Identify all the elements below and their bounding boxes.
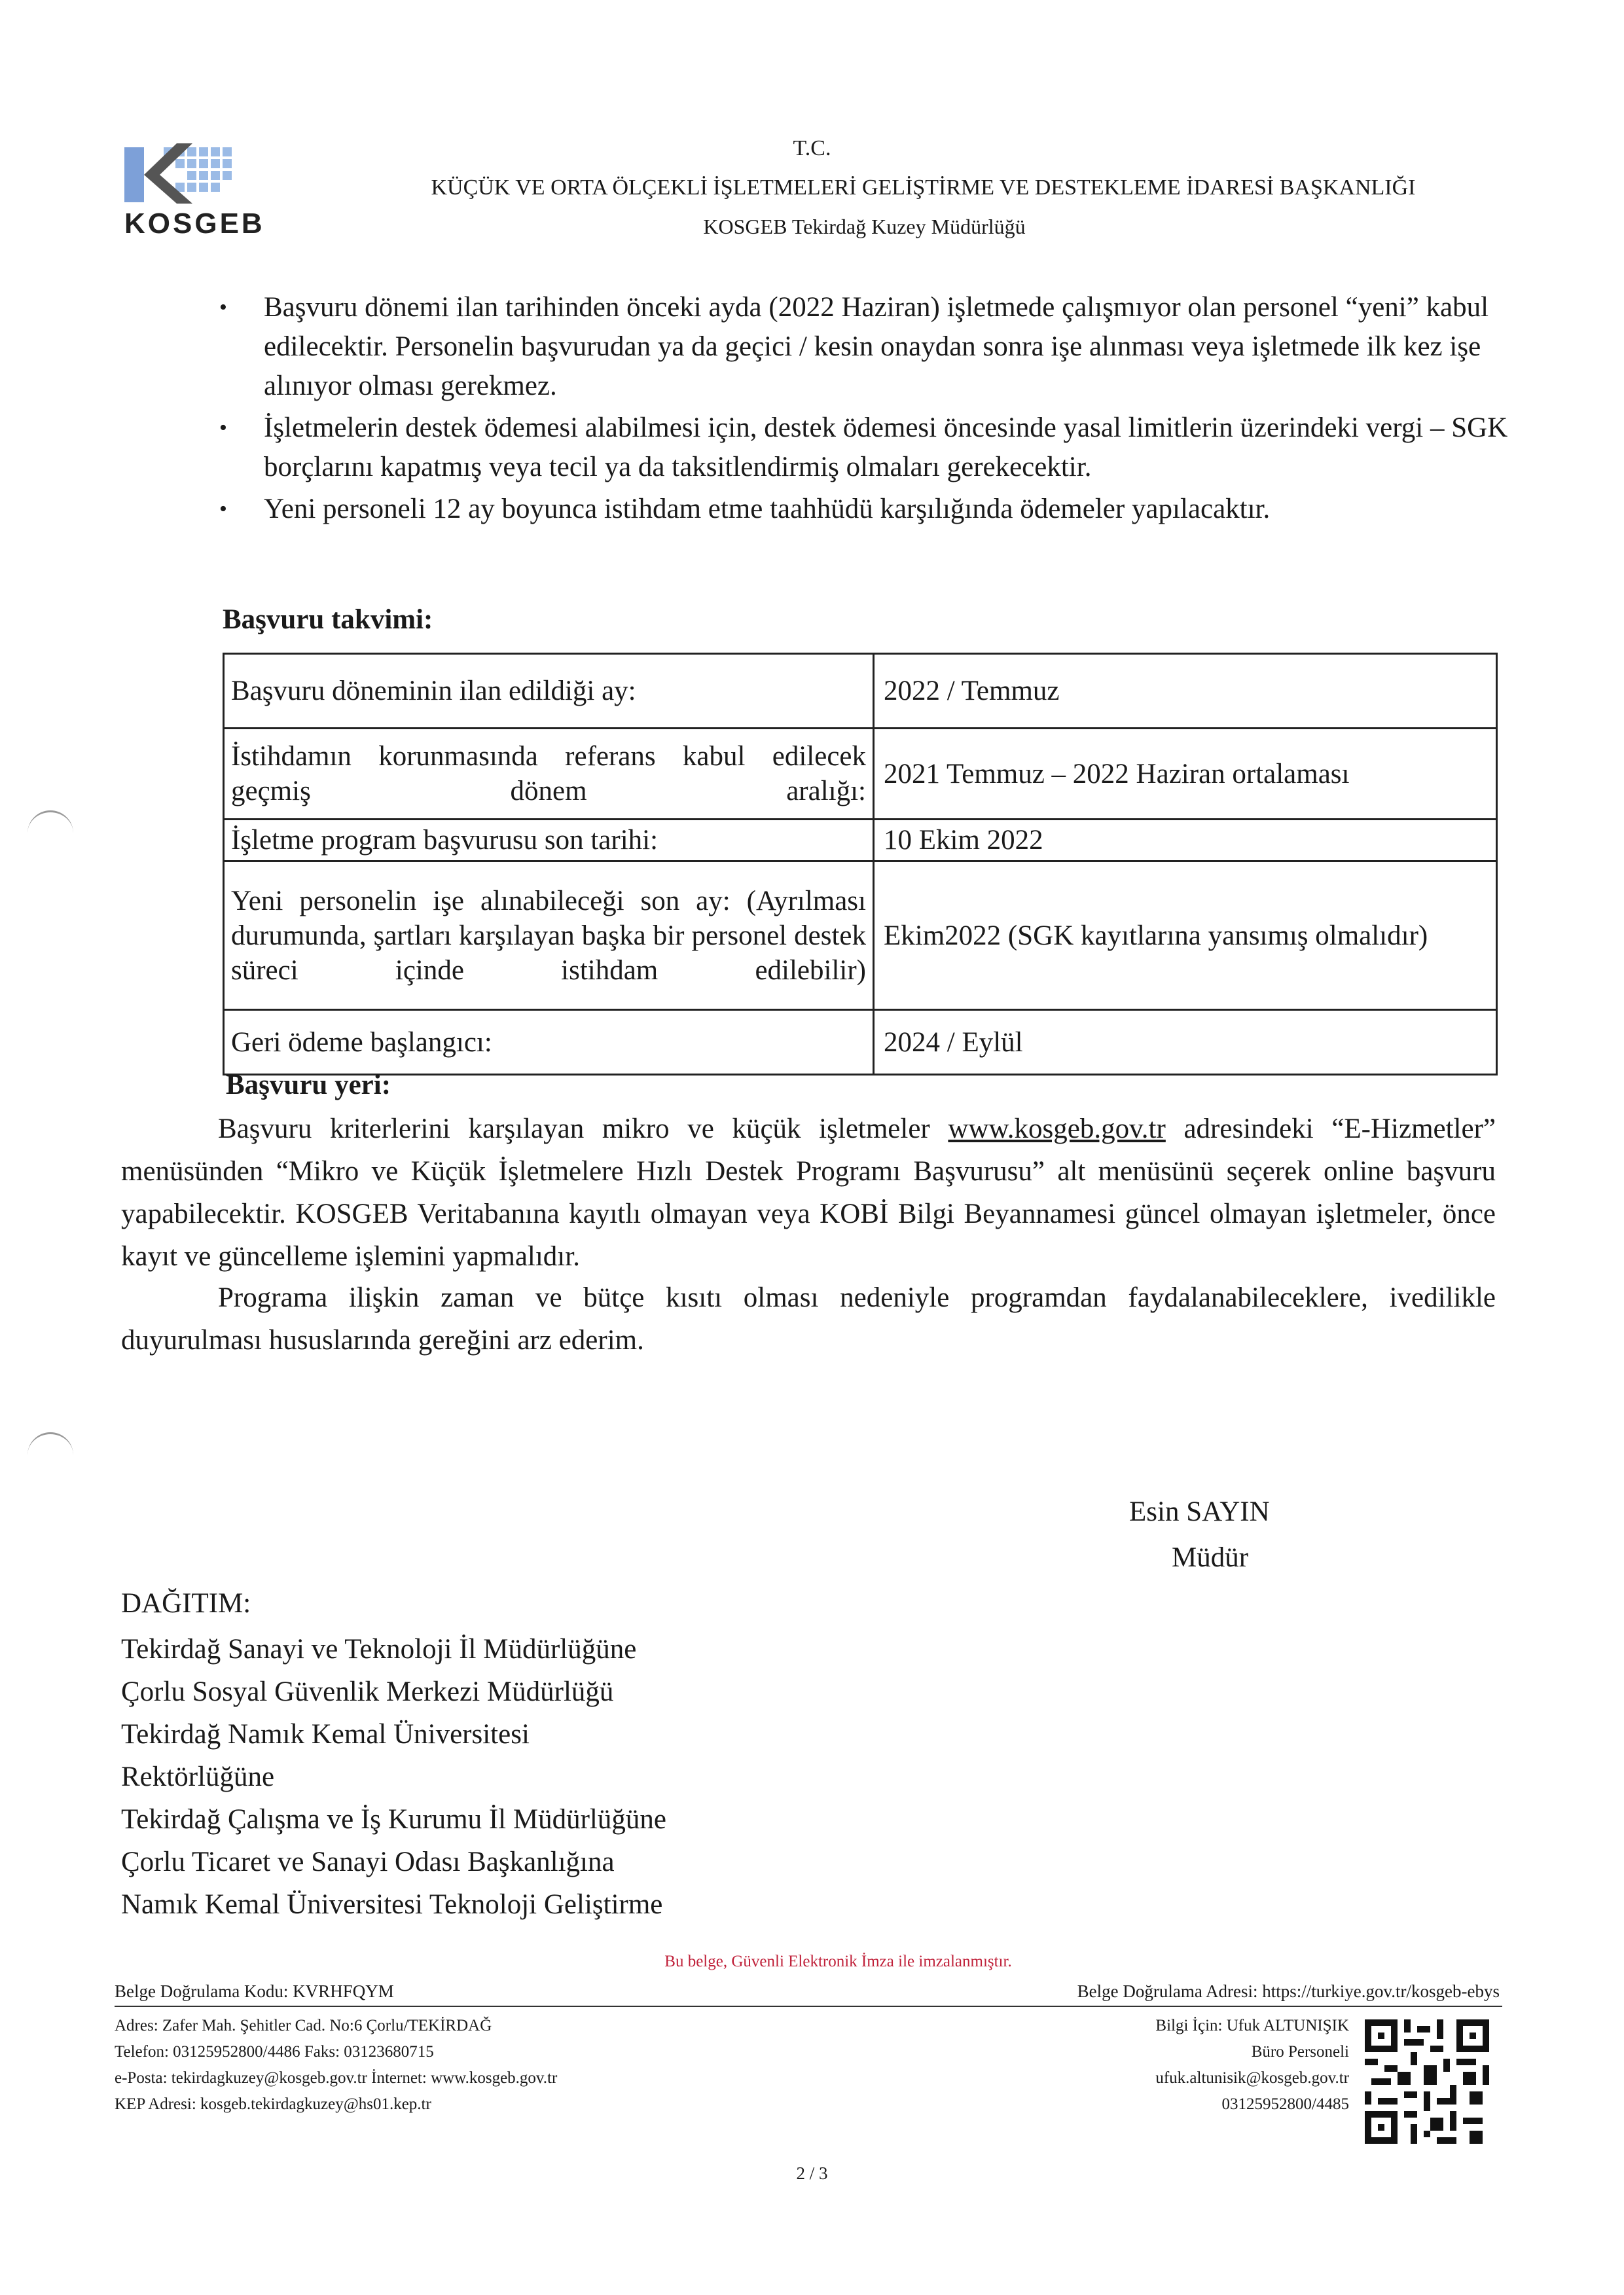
logo-text: KOSGEB: [124, 208, 265, 240]
schedule-label: Yeni personelin işe alınabileceği son ay: (Ayrılması durumunda, şartları karşılayan başka bir personel destek süreci içinde istihdam edilebilir): [224, 861, 874, 1010]
qr-code: [1365, 2019, 1489, 2144]
table-row: [224, 654, 1497, 729]
qr-code-icon: [1365, 2019, 1489, 2144]
distribution-list: [121, 1628, 666, 1926]
footer-info: [1155, 2013, 1349, 2118]
footer-email[interactable]: e-Posta: tekirdagkuzey@kosgeb.gov.tr İnternet: www.kosgeb.gov.tr: [115, 2069, 558, 2087]
distribution-title: DAĞITIM:: [121, 1588, 251, 1619]
list-item: Çorlu Sosyal Güvenlik Merkezi Müdürlüğü: [121, 1676, 614, 1707]
punch-hole-mark: [27, 1432, 73, 1460]
table-row: [224, 729, 1497, 820]
closing-paragraph: Programa ilişkin zaman ve bütçe kısıtı olması nedeniyle programdan faydalanabileceklere, ivedilikle duyurulması hususlarında gereğini arz ederim.: [121, 1282, 1496, 1356]
table-row: [224, 1010, 1497, 1075]
bullet-item: • Başvuru dönemi ilan tarihinden önceki ayda (2022 Haziran) işletmede çalışmıyor olan personel “yeni” kabul edilecektir. Personelin başvurudan ya da geçici / kesin onaydan sonra işe alınması veya işletmede ilk kez işe alınıyor olması gerekmez.: [219, 288, 1522, 406]
header-unit: KOSGEB Tekirdağ Kuzey Müdürlüğü: [703, 215, 1026, 238]
footer-phone: Telefon: 03125952800/4486 Faks: 03123680715: [115, 2043, 434, 2061]
schedule-label: İstihdamın korunmasında referans kabul edilecek geçmiş dönem aralığı:: [224, 729, 874, 820]
list-item: Namık Kemal Üniversitesi Teknoloji Geliştirme: [121, 1889, 663, 1920]
bullet-icon: •: [219, 416, 227, 440]
bullet-item: • Yeni personeli 12 ay boyunca istihdam etme taahhüdü karşılığında ödemeler yapılacaktır.: [219, 490, 1522, 529]
schedule-label: İşletme program başvurusu son tarihi:: [224, 820, 874, 861]
info-phone: 03125952800/4485: [1221, 2095, 1349, 2113]
schedule-value: 10 Ekim 2022: [874, 820, 1497, 861]
schedule-value: 2022 / Temmuz: [874, 654, 1497, 729]
info-contact: Bilgi İçin: Ufuk ALTUNIŞIK: [1155, 2017, 1349, 2034]
footer-divider: [115, 2006, 1502, 2007]
esignature-note: Bu belge, Güvenli Elektronik İmza ile imzalanmıştır.: [664, 1953, 1012, 1970]
schedule-label: Başvuru döneminin ilan edildiği ay:: [224, 654, 874, 729]
info-email[interactable]: ufuk.altunisik@kosgeb.gov.tr: [1155, 2069, 1349, 2087]
list-item: Çorlu Ticaret ve Sanayi Odası Başkanlığına: [121, 1847, 615, 1877]
signatory-title: Müdür: [1172, 1542, 1249, 1573]
schedule-label: Geri ödeme başlangıcı:: [224, 1010, 874, 1075]
schedule-value: 2021 Temmuz – 2022 Haziran ortalaması: [874, 729, 1497, 820]
header-organization: KÜÇÜK VE ORTA ÖLÇEKLİ İŞLETMELERİ GELİŞTİRME VE DESTEKLEME İDARESİ BAŞKANLIĞI: [431, 175, 1416, 200]
footer-contact: [115, 2013, 557, 2118]
footer-kep: KEP Adresi: kosgeb.tekirdagkuzey@hs01.kep.tr: [115, 2095, 431, 2113]
list-item: Rektörlüğüne: [121, 1762, 275, 1792]
verification-url[interactable]: Belge Doğrulama Adresi: https://turkiye.gov.tr/kosgeb-ebys: [1077, 1981, 1500, 2001]
list-item: Tekirdağ Sanayi ve Teknoloji İl Müdürlüğüne: [121, 1634, 637, 1665]
table-row: [224, 861, 1497, 1010]
schedule-value: 2024 / Eylül: [874, 1010, 1497, 1075]
table-row: [224, 820, 1497, 861]
application-place-title: Başvuru yeri:: [226, 1070, 391, 1100]
verification-code: Belge Doğrulama Kodu: KVRHFQYM: [115, 1981, 394, 2001]
list-item: Tekirdağ Namık Kemal Üniversitesi: [121, 1719, 530, 1750]
schedule-title: Başvuru takvimi:: [223, 604, 433, 635]
schedule-table: [223, 653, 1498, 1075]
schedule-value: Ekim2022 (SGK kayıtlarına yansımış olmalıdır): [874, 861, 1497, 1010]
bullet-list: [219, 288, 1522, 532]
signatory-name: Esin SAYIN: [1129, 1496, 1270, 1527]
bullet-item: • İşletmelerin destek ödemesi alabilmesi için, destek ödemesi öncesinde yasal limitlerin üzerindeki vergi – SGK borçlarını kapatmış veya tecil ya da taksitlendirmiş olmaları gerekecektir.: [219, 408, 1522, 487]
page-number: 2 / 3: [796, 2163, 828, 2183]
kosgeb-link[interactable]: www.kosgeb.gov.tr: [948, 1113, 1166, 1144]
footer-address: Adres: Zafer Mah. Şehitler Cad. No:6 Çorlu/TEKİRDAĞ: [115, 2017, 492, 2034]
info-role: Büro Personeli: [1251, 2043, 1349, 2061]
bullet-icon: •: [219, 497, 227, 521]
punch-hole-mark: [27, 810, 73, 839]
list-item: Tekirdağ Çalışma ve İş Kurumu İl Müdürlüğüne: [121, 1804, 666, 1835]
header-tc: T.C.: [793, 136, 831, 160]
bullet-icon: •: [219, 295, 227, 319]
application-paragraph: Başvuru kriterlerini karşılayan mikro ve küçük işletmeler www.kosgeb.gov.tr adresindeki “E-Hizmetler” menüsünden “Mikro ve Küçük İşletmelere Hızlı Destek Programı Başvurusu” alt menüsünü seçerek online başvuru yapabilecektir. KOSGEB Veritabanına kayıtlı olmayan veya KOBİ Bilgi Beyannamesi güncel olmayan işletmeler, önce kayıt ve güncelleme işlemini yapmalıdır.: [121, 1113, 1496, 1272]
